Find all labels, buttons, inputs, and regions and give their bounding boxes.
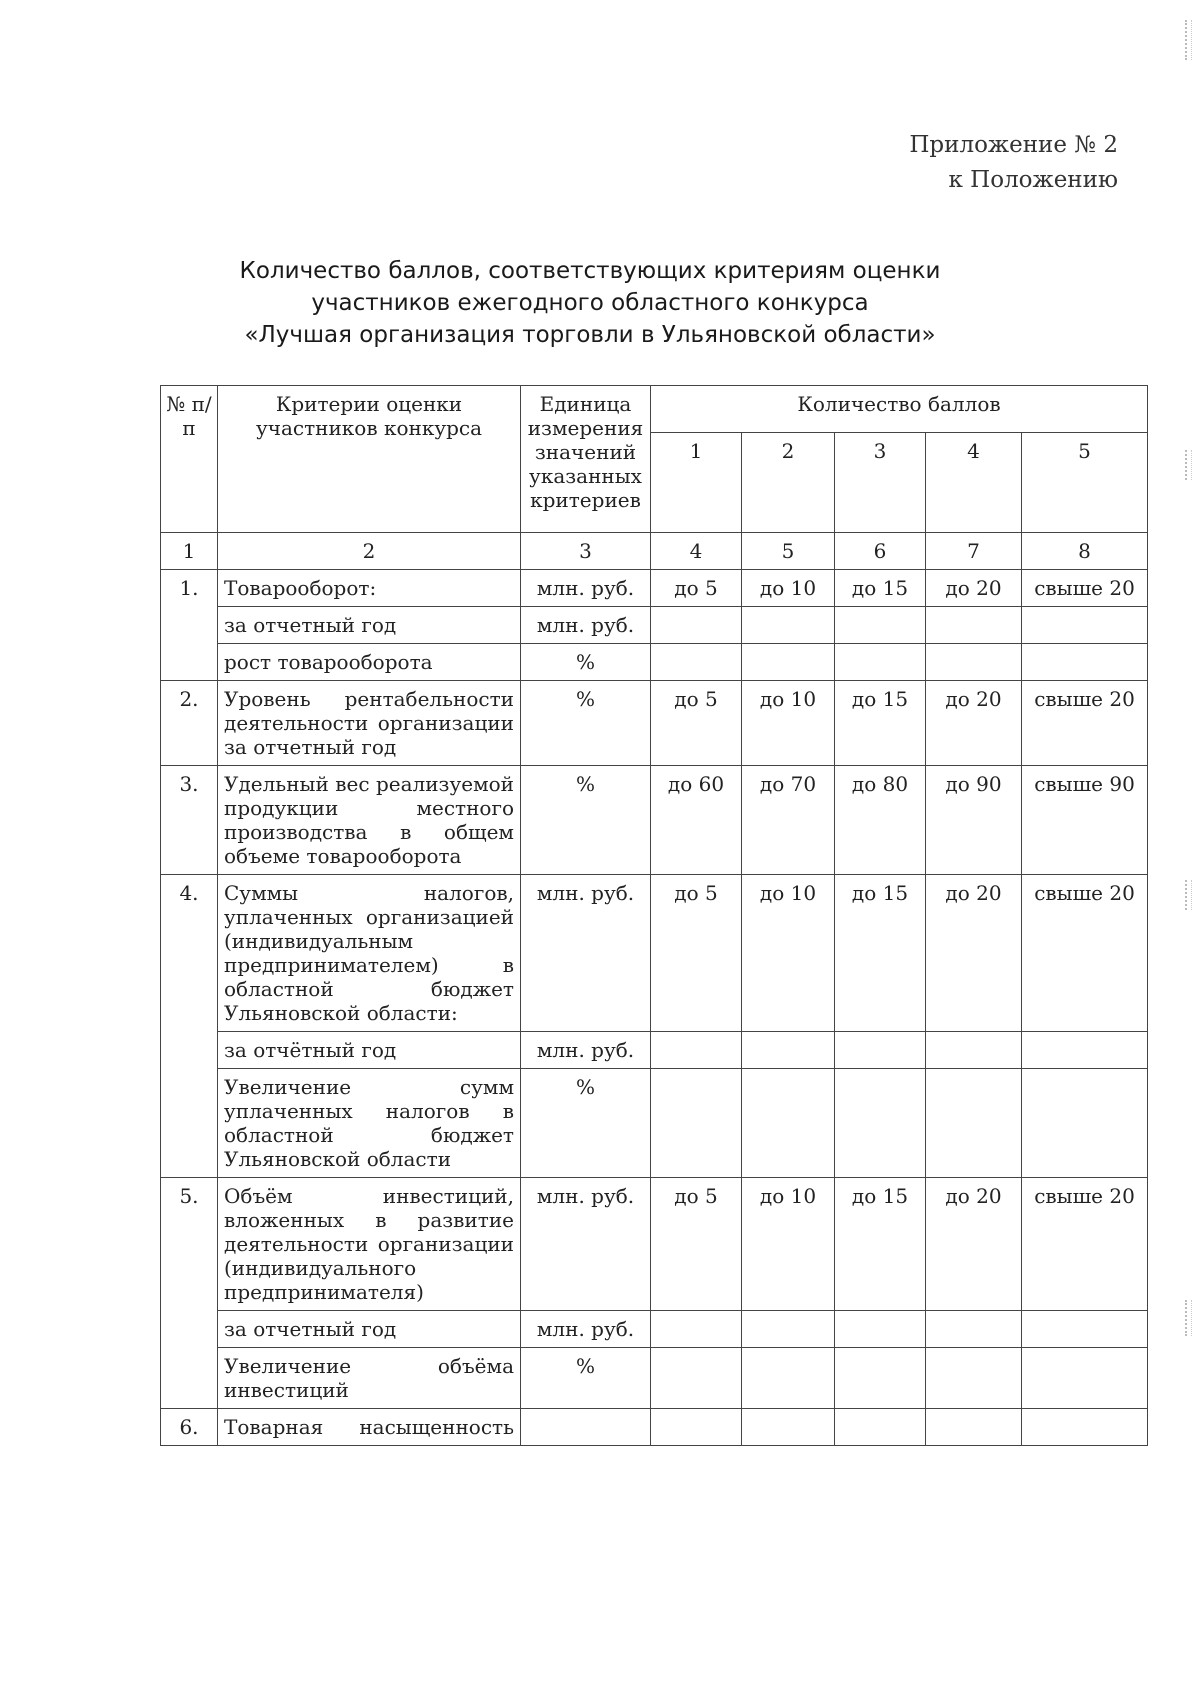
header-num: № п/п (161, 386, 218, 533)
row-points: до 15 (835, 570, 926, 607)
table-row (161, 1032, 1148, 1069)
row-unit: % (521, 644, 651, 681)
row-points (1022, 644, 1148, 681)
row-criterion: за отчётный год (218, 1032, 521, 1069)
row-criterion: Увеличение сумм уплаченных налогов в областной бюджет Ульяновской области (218, 1069, 521, 1178)
row-points (1022, 1409, 1148, 1446)
title-line-3: «Лучшая организация торговли в Ульяновской области» (244, 322, 936, 348)
column-number: 5 (742, 533, 835, 570)
row-points (651, 1032, 742, 1069)
row-points (1022, 1032, 1148, 1069)
row-points: до 70 (742, 766, 835, 875)
row-criterion: за отчетный год (218, 607, 521, 644)
row-points (742, 1311, 835, 1348)
header-unit: Единица измерения значений указанных критериев (521, 386, 651, 533)
row-points: до 20 (926, 875, 1022, 1032)
row-points: до 15 (835, 875, 926, 1032)
column-number: 7 (926, 533, 1022, 570)
row-criterion: Удельный вес реализуемой продукции местного производства в общем объеме товарооборота (218, 766, 521, 875)
row-points (651, 607, 742, 644)
row-points (651, 1311, 742, 1348)
row-unit: млн. руб. (521, 607, 651, 644)
row-points (835, 644, 926, 681)
row-points: до 5 (651, 681, 742, 766)
row-points (742, 1348, 835, 1409)
row-unit: % (521, 681, 651, 766)
row-unit: млн. руб. (521, 570, 651, 607)
row-points: до 10 (742, 1178, 835, 1311)
table-row (161, 875, 1148, 1032)
row-points: свыше 20 (1022, 681, 1148, 766)
scan-artifact (1185, 20, 1192, 60)
appendix-reference: к Положению (948, 167, 1118, 193)
row-points (926, 1348, 1022, 1409)
row-unit (521, 1409, 651, 1446)
table-row (161, 1409, 1148, 1446)
row-criterion: Увеличение объёма инвестиций (218, 1348, 521, 1409)
row-criterion: Объём инвестиций, вложенных в развитие деятельности организации (индивидуального предпринимателя) (218, 1178, 521, 1311)
column-number: 1 (161, 533, 218, 570)
table-row (161, 644, 1148, 681)
row-criterion: Товарооборот: (218, 570, 521, 607)
row-num: 3. (161, 766, 218, 875)
appendix-note (909, 128, 1118, 198)
row-points: до 5 (651, 1178, 742, 1311)
row-unit: млн. руб. (521, 1311, 651, 1348)
row-points: до 15 (835, 681, 926, 766)
header-points-col: 2 (742, 433, 835, 533)
row-unit: % (521, 1069, 651, 1178)
row-points (835, 1348, 926, 1409)
row-num: 6. (161, 1409, 218, 1446)
row-unit: % (521, 766, 651, 875)
row-criterion: Суммы налогов, уплаченных организацией (индивидуальным предпринимателем) в областной бюджет Ульяновской области: (218, 875, 521, 1032)
row-points (651, 1069, 742, 1178)
row-points (926, 607, 1022, 644)
row-points (742, 607, 835, 644)
row-criterion: рост товарооборота (218, 644, 521, 681)
row-points (1022, 607, 1148, 644)
header-points-col: 4 (926, 433, 1022, 533)
row-points: до 80 (835, 766, 926, 875)
row-points (835, 1069, 926, 1178)
table-row (161, 681, 1148, 766)
row-points (926, 1409, 1022, 1446)
row-points: свыше 20 (1022, 570, 1148, 607)
row-points (742, 1032, 835, 1069)
appendix-number: Приложение № 2 (909, 132, 1118, 158)
row-num: 1. (161, 570, 218, 681)
row-criterion: Товарная насыщенность (218, 1409, 521, 1446)
column-number: 3 (521, 533, 651, 570)
row-points: до 5 (651, 570, 742, 607)
row-points (926, 1069, 1022, 1178)
row-criterion: Уровень рентабельности деятельности организации за отчетный год (218, 681, 521, 766)
row-unit: млн. руб. (521, 1178, 651, 1311)
row-points: до 20 (926, 681, 1022, 766)
row-points (926, 644, 1022, 681)
row-points (742, 1409, 835, 1446)
column-number-row (161, 533, 1148, 570)
row-points (1022, 1069, 1148, 1178)
row-num: 2. (161, 681, 218, 766)
document-title (150, 255, 1030, 351)
row-points: до 10 (742, 570, 835, 607)
row-points (926, 1032, 1022, 1069)
table-row (161, 1311, 1148, 1348)
header-row (161, 386, 1148, 433)
row-points: до 90 (926, 766, 1022, 875)
scan-artifact (1185, 450, 1192, 480)
table-row (161, 766, 1148, 875)
row-criterion: за отчетный год (218, 1311, 521, 1348)
row-points: до 20 (926, 1178, 1022, 1311)
row-points (835, 1032, 926, 1069)
header-points: Количество баллов (651, 386, 1148, 433)
table-row (161, 570, 1148, 607)
column-number: 4 (651, 533, 742, 570)
row-unit: млн. руб. (521, 875, 651, 1032)
row-points (651, 1348, 742, 1409)
row-points (651, 1409, 742, 1446)
scan-artifact (1185, 880, 1192, 910)
criteria-table (160, 385, 1148, 1446)
column-number: 8 (1022, 533, 1148, 570)
row-num: 4. (161, 875, 218, 1178)
row-unit: % (521, 1348, 651, 1409)
row-points (651, 644, 742, 681)
title-line-1: Количество баллов, соответствующих критериям оценки (239, 258, 941, 284)
header-points-col: 5 (1022, 433, 1148, 533)
row-points (742, 1069, 835, 1178)
row-points (742, 644, 835, 681)
table-row (161, 1069, 1148, 1178)
header-points-col: 1 (651, 433, 742, 533)
row-points: до 15 (835, 1178, 926, 1311)
row-points (1022, 1348, 1148, 1409)
row-unit: млн. руб. (521, 1032, 651, 1069)
title-line-2: участников ежегодного областного конкурса (311, 290, 869, 316)
row-points (835, 607, 926, 644)
header-criteria: Критерии оценки участников конкурса (218, 386, 521, 533)
scan-artifact (1185, 1300, 1192, 1336)
row-points: до 20 (926, 570, 1022, 607)
table-row (161, 607, 1148, 644)
row-points: свыше 20 (1022, 875, 1148, 1032)
table-row (161, 1348, 1148, 1409)
row-points (835, 1311, 926, 1348)
row-points: свыше 20 (1022, 1178, 1148, 1311)
row-points: до 10 (742, 681, 835, 766)
row-points (835, 1409, 926, 1446)
table-row (161, 1178, 1148, 1311)
row-points (1022, 1311, 1148, 1348)
header-points-col: 3 (835, 433, 926, 533)
row-points: до 5 (651, 875, 742, 1032)
row-points (926, 1311, 1022, 1348)
row-points: свыше 90 (1022, 766, 1148, 875)
row-points: до 10 (742, 875, 835, 1032)
column-number: 6 (835, 533, 926, 570)
row-num: 5. (161, 1178, 218, 1409)
column-number: 2 (218, 533, 521, 570)
row-points: до 60 (651, 766, 742, 875)
